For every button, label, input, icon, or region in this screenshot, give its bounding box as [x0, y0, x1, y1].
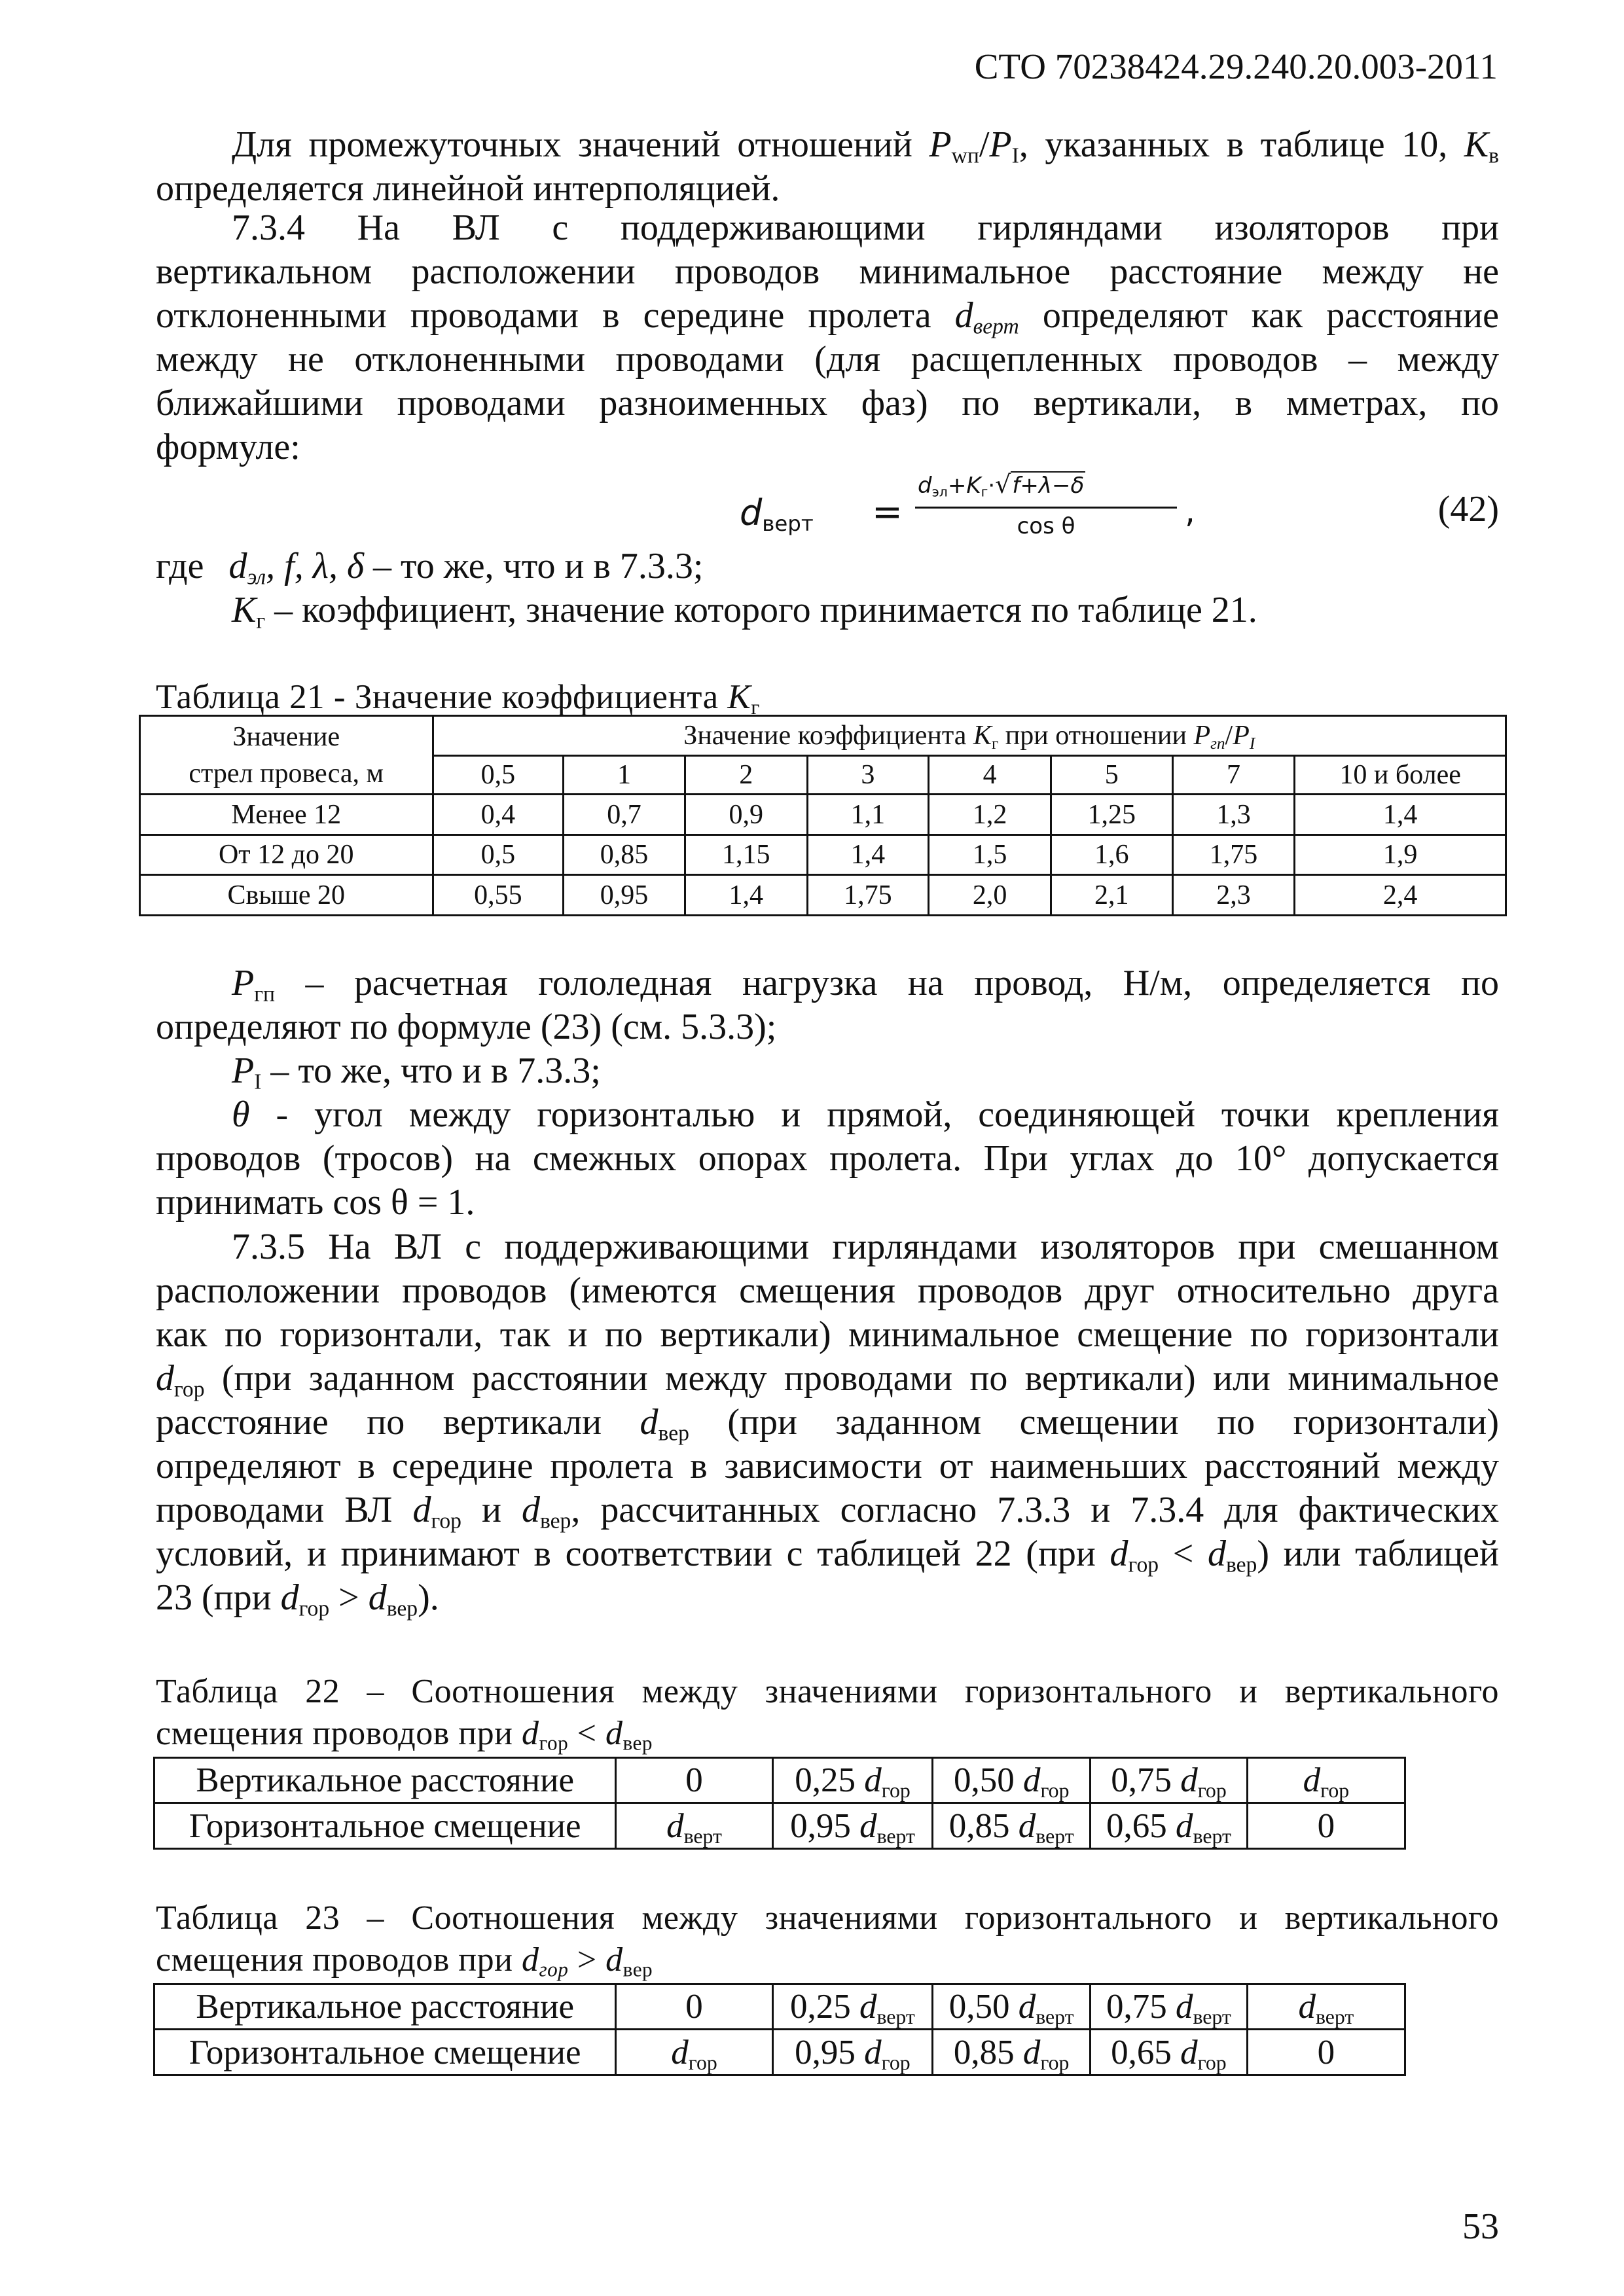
table-cell: 1,75 [807, 875, 929, 916]
table-21-row-label: Свыше 20 [140, 875, 433, 916]
table-cell: 1,9 [1295, 835, 1506, 875]
table-cell: 2,3 [1172, 875, 1295, 916]
table-cell: 0,25 $d_{верт}$ [772, 1984, 933, 2030]
paragraph-line: 23 (при $d_{гор} > d_{вер}$). [156, 1577, 439, 1621]
table-21-ratio: 5 [1051, 756, 1172, 795]
formula-42 [740, 466, 1195, 558]
table-cell: 0,4 [433, 795, 564, 835]
table-21-header-sag: Значение стрел провеса, м [140, 716, 433, 795]
paragraph-line: Для промежуточных значений отношений $P_{wп}/P_I$, указанных в таблице 10, $K_в$ [232, 124, 1500, 168]
table-22-row-label: Горизонтальное смещение [154, 1803, 616, 1849]
table-21-caption: Таблица 21 - Значение коэффициента $K_г$ [156, 678, 760, 719]
paragraph-line: формуле: [156, 427, 300, 467]
paragraph-line: расположении проводов (имеются смещения проводов друг относительно друга [156, 1270, 1499, 1311]
table-cell: 1,75 [1172, 835, 1295, 875]
paragraph-line: 7.3.4 На ВЛ с поддерживающими гирляндами изоляторов при [232, 207, 1499, 248]
paragraph-interpolation [156, 123, 1499, 211]
where-line: $K_г$ – коэффициент, значение которого принимается по таблице 21. [232, 590, 1257, 634]
paragraph-7-3-4 [156, 206, 1499, 469]
table-23-row-label: Вертикальное расстояние [154, 1984, 616, 2030]
formula-denominator: cos θ [1017, 513, 1075, 539]
table-21-ratio: 7 [1172, 756, 1295, 795]
table-cell: 0,75 $d_{гор}$ [1091, 1758, 1248, 1803]
paragraph-line: $P_{гп}$ – расчетная гололедная нагрузка на провод, Н/м, определяется по [232, 963, 1499, 1007]
paragraph-definitions [156, 961, 1499, 1225]
table-cell: 0,95 $d_{гор}$ [772, 2030, 933, 2075]
table-cell: 0,85 $d_{верт}$ [933, 1803, 1091, 1849]
table-cell: $d_{гор}$ [1247, 1758, 1405, 1803]
table-cell: 0,7 [564, 795, 685, 835]
table-cell: 0,9 [685, 795, 807, 835]
table-cell: 1,15 [685, 835, 807, 875]
table-21-header-coef: Значение коэффициента $K_г$ при отношении $P_{гп}/P_I$ [433, 716, 1506, 756]
formula-comma: , [1185, 492, 1195, 530]
table-21-ratio: 0,5 [433, 756, 564, 795]
table-cell: 0,65 $d_{верт}$ [1091, 1803, 1248, 1849]
table-22-row-label: Вертикальное расстояние [154, 1758, 616, 1803]
table-cell: 0,55 [433, 875, 564, 916]
table-cell: 0 [1247, 1803, 1405, 1849]
table-row [154, 2030, 1405, 2075]
paragraph-line: ближайшими проводами разноименных фаз) по вертикали, в мметрах, по [156, 383, 1499, 423]
table-cell: 1,4 [1295, 795, 1506, 835]
paragraph-line: $d_{гор}$ (при заданном расстоянии между проводами по вертикали) или минимальное [156, 1358, 1499, 1402]
table-cell: 2,0 [929, 875, 1051, 916]
paragraph-7-3-5 [156, 1225, 1499, 1620]
table-cell: 0,85 $d_{гор}$ [933, 2030, 1091, 2075]
formula-numerator: $d_{эл}+K_г\cdot√f+\lambda-\delta$ [918, 470, 1085, 500]
paragraph-line: проводов (тросов) на смежных опорах пролета. При углах до 10° допускается [156, 1138, 1499, 1179]
paragraph-line: расстояние по вертикали $d_{вер}$ (при заданном смещении по горизонтали) [156, 1402, 1499, 1446]
table-cell: 0 [1247, 2030, 1405, 2075]
paragraph-line: $P_I$ – то же, что и в 7.3.3; [232, 1050, 601, 1094]
table-row [154, 1984, 1405, 2030]
formula-number: (42) [1437, 489, 1499, 529]
formula-equals: = [872, 491, 903, 533]
table-cell: 1,25 [1051, 795, 1172, 835]
table-21-row-label: От 12 до 20 [140, 835, 433, 875]
table-row [140, 795, 1506, 835]
table-cell: 2,4 [1295, 875, 1506, 916]
paragraph-line: проводами ВЛ $d_{гор}$ и $d_{вер}$, рассчитанных согласно 7.3.3 и 7.3.4 для фактических [156, 1490, 1500, 1534]
table-cell: 1,2 [929, 795, 1051, 835]
table-cell: 0,50 $d_{гор}$ [933, 1758, 1091, 1803]
table-row [154, 1803, 1405, 1849]
table-23-row-label: Горизонтальное смещение [154, 2030, 616, 2075]
table-cell: 1,4 [807, 835, 929, 875]
table-cell: 1,6 [1051, 835, 1172, 875]
table-cell: 0,25 $d_{гор}$ [772, 1758, 933, 1803]
table-row [154, 1758, 1405, 1803]
paragraph-line: 7.3.5 На ВЛ с поддерживающими гирляндами изоляторов при смешанном [232, 1227, 1499, 1267]
where-clause [156, 545, 1499, 632]
paragraph-line: определяют в середине пролета в зависимости от наименьших расстояний между [156, 1446, 1499, 1486]
table-cell: 0 [616, 1758, 772, 1803]
table-21-ratio: 2 [685, 756, 807, 795]
paragraph-line: определяется линейной интерполяцией. [156, 168, 780, 209]
paragraph-line: определяют по формуле (23) (см. 5.3.3); [156, 1007, 777, 1047]
table-cell: $d_{верт}$ [1247, 1984, 1405, 2030]
paragraph-line: как по горизонтали, так и по вертикали) минимальное смещение по горизонтали [156, 1314, 1499, 1355]
table-21 [139, 715, 1507, 916]
table-cell: $d_{верт}$ [616, 1803, 772, 1849]
fraction-bar [915, 507, 1177, 509]
table-cell: 0 [616, 1984, 772, 2030]
paragraph-line: вертикальном расположении проводов минимальное расстояние между не [156, 251, 1499, 292]
table-cell: 1,3 [1172, 795, 1295, 835]
table-row [140, 835, 1506, 875]
table-21-ratio: 3 [807, 756, 929, 795]
table-22-caption: Таблица 22 – Соотношения между значениями горизонтального и вертикального смещения проводов при $d_{гор} < d_{вер}$ [156, 1673, 1499, 1755]
doc-code: СТО 70238424.29.240.20.003-2011 [974, 46, 1498, 86]
table-cell: 2,1 [1051, 875, 1172, 916]
table-21-ratio: 4 [929, 756, 1051, 795]
table-cell: 0,85 [564, 835, 685, 875]
paragraph-line: условий, и принимают в соответствии с таблицей 22 (при $d_{гор} < d_{вер}$) или таблицей [156, 1534, 1499, 1577]
paragraph-line: отклоненными проводами в середине пролета $d_{верт}$ определяют как расстояние [156, 295, 1499, 339]
table-cell: 1,5 [929, 835, 1051, 875]
table-cell: 0,5 [433, 835, 564, 875]
where-line: где $d_{эл}$, f, λ, δ – то же, что и в 7.3.3; [156, 546, 704, 590]
table-21-ratio: 1 [564, 756, 685, 795]
table-22 [153, 1757, 1406, 1850]
table-cell: $d_{гор}$ [616, 2030, 772, 2075]
paragraph-line: принимать cos θ = 1. [156, 1182, 475, 1223]
paragraph-line: θ - угол между горизонталью и прямой, соединяющей точки крепления [232, 1094, 1499, 1135]
table-cell: 0,75 $d_{верт}$ [1091, 1984, 1248, 2030]
formula-lhs: $d_{верт}$ [740, 492, 814, 537]
table-cell: 0,95 [564, 875, 685, 916]
paragraph-line: между не отклоненными проводами (для расщепленных проводов – между [156, 339, 1499, 380]
table-21-ratio: 10 и более [1295, 756, 1506, 795]
table-21-row-label: Менее 12 [140, 795, 433, 835]
table-cell: 0,95 $d_{верт}$ [772, 1803, 933, 1849]
table-cell: 0,65 $d_{гор}$ [1091, 2030, 1248, 2075]
page-number: 53 [1462, 2206, 1499, 2247]
table-cell: 1,4 [685, 875, 807, 916]
table-cell: 1,1 [807, 795, 929, 835]
table-cell: 0,50 $d_{верт}$ [933, 1984, 1091, 2030]
table-23 [153, 1983, 1406, 2076]
table-23-caption: Таблица 23 – Соотношения между значениями горизонтального и вертикального смещения проводов при $d_{гор} > d_{вер}$ [156, 1899, 1499, 1981]
table-row [140, 875, 1506, 916]
